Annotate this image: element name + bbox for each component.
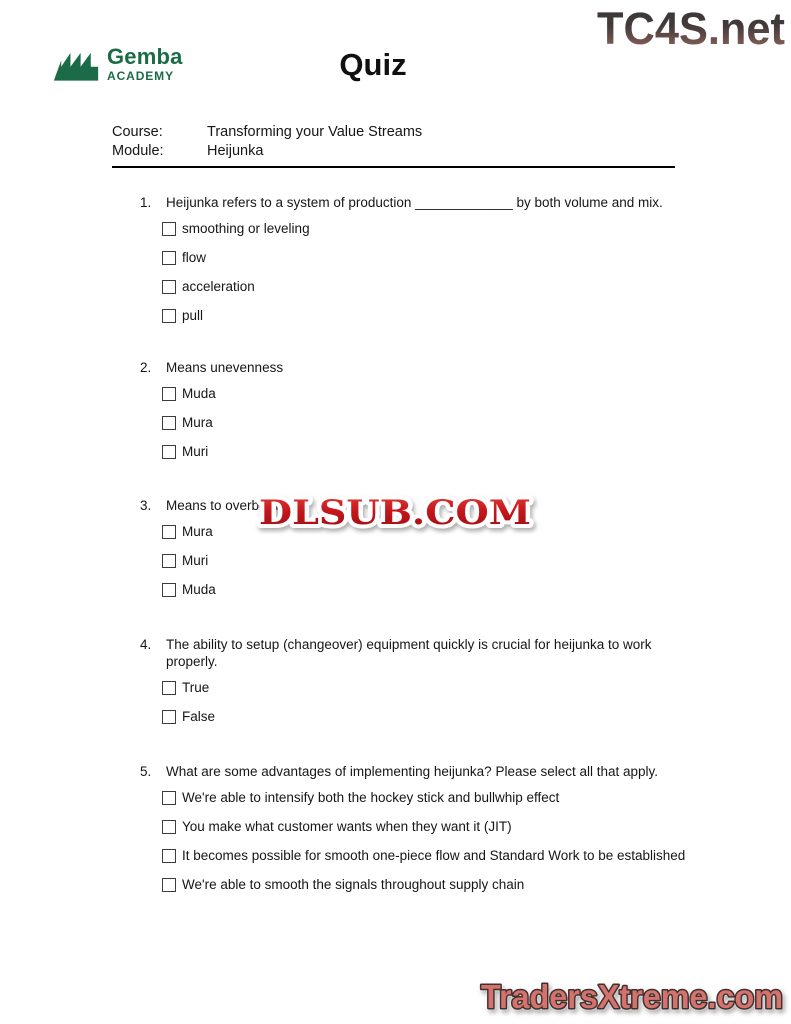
question-5-options <box>162 791 700 893</box>
question-1-head <box>140 194 700 211</box>
question-number: 4. <box>140 637 152 652</box>
option-row <box>162 878 700 893</box>
option-label: Mura <box>182 524 213 539</box>
question-number: 1. <box>140 195 152 210</box>
option-label: You make what customer wants when they want it (JIT) <box>182 819 512 834</box>
question-2-head <box>140 359 700 376</box>
option-row <box>162 583 700 598</box>
option-checkbox[interactable] <box>162 554 176 568</box>
question-number: 2. <box>140 360 152 375</box>
option-checkbox[interactable] <box>162 849 176 863</box>
option-label: acceleration <box>182 279 255 294</box>
option-row <box>162 849 700 864</box>
option-checkbox[interactable] <box>162 309 176 323</box>
module-value: Heijunka <box>207 143 264 159</box>
question-5 <box>140 763 700 893</box>
option-label: flow <box>182 250 207 265</box>
question-1 <box>140 194 700 324</box>
module-row <box>112 142 675 161</box>
question-2 <box>140 359 700 460</box>
option-row <box>162 416 700 431</box>
option-checkbox[interactable] <box>162 280 176 294</box>
course-module-header <box>112 123 675 168</box>
option-row <box>162 280 700 295</box>
course-value: Transforming your Value Streams <box>207 124 423 140</box>
course-label: Course: <box>112 124 163 140</box>
option-label: It becomes possible for smooth one-piece flow and Standard Work to be established <box>182 848 686 863</box>
logo-text <box>107 46 183 82</box>
option-label: smoothing or leveling <box>182 221 310 236</box>
question-text: Means unevenness <box>166 360 284 375</box>
option-checkbox[interactable] <box>162 878 176 892</box>
option-label: False <box>182 709 216 724</box>
option-row <box>162 222 700 237</box>
option-checkbox[interactable] <box>162 583 176 597</box>
factory-icon <box>52 45 100 83</box>
option-label: Muda <box>182 582 216 597</box>
logo-subtitle: ACADEMY <box>107 69 174 83</box>
option-label: pull <box>182 308 204 323</box>
question-2-options <box>162 387 700 460</box>
question-text: The ability to setup (changeover) equipment quickly is crucial for heijunka to work properly. <box>166 637 652 669</box>
option-checkbox[interactable] <box>162 710 176 724</box>
option-checkbox[interactable] <box>162 681 176 695</box>
option-label: Muri <box>182 444 209 459</box>
question-4 <box>140 636 700 725</box>
question-text: Heijunka refers to a system of production _____________ by both volume and mix. <box>166 195 663 210</box>
option-row <box>162 251 700 266</box>
option-checkbox[interactable] <box>162 387 176 401</box>
option-checkbox[interactable] <box>162 820 176 834</box>
watermark-tradersxtreme <box>474 972 790 1020</box>
question-text: What are some advantages of implementing heijunka? Please select all that apply. <box>166 764 659 779</box>
watermark-tc4s-text: TC4S.net <box>597 3 786 54</box>
page-title: Quiz <box>339 47 407 82</box>
option-checkbox[interactable] <box>162 791 176 805</box>
course-row <box>112 123 675 142</box>
option-label: Muda <box>182 386 216 401</box>
question-1-options <box>162 222 700 324</box>
question-4-options <box>162 681 700 725</box>
option-label: We're able to intensify both the hockey stick and bullwhip effect <box>182 790 560 805</box>
option-label: Mura <box>182 415 213 430</box>
option-row <box>162 791 700 806</box>
option-checkbox[interactable] <box>162 416 176 430</box>
option-checkbox[interactable] <box>162 525 176 539</box>
option-row <box>162 710 700 725</box>
option-checkbox[interactable] <box>162 251 176 265</box>
logo-name: Gemba <box>107 44 183 69</box>
option-row <box>162 820 700 835</box>
question-3-options <box>162 525 700 598</box>
watermark-dlsub <box>250 487 540 535</box>
question-number: 3. <box>140 498 152 513</box>
module-label: Module: <box>112 143 164 159</box>
option-row <box>162 387 700 402</box>
question-5-head <box>140 763 700 780</box>
option-checkbox[interactable] <box>162 222 176 236</box>
watermark-dlsub-text: DLSUB.COM <box>259 493 531 533</box>
option-row <box>162 681 700 696</box>
watermark-tradersxtreme-text: TradersXtreme.com <box>481 978 783 1015</box>
option-label: True <box>182 680 210 695</box>
option-row <box>162 554 700 569</box>
option-row <box>162 445 700 460</box>
option-label: Muri <box>182 553 209 568</box>
option-checkbox[interactable] <box>162 445 176 459</box>
option-row <box>162 309 700 324</box>
question-4-head <box>140 636 700 670</box>
watermark-tc4s <box>593 2 789 54</box>
question-text: Means to overburden <box>166 498 294 513</box>
question-number: 5. <box>140 764 152 779</box>
option-label: We're able to smooth the signals throughout supply chain <box>182 877 525 892</box>
gemba-academy-logo <box>52 45 183 83</box>
